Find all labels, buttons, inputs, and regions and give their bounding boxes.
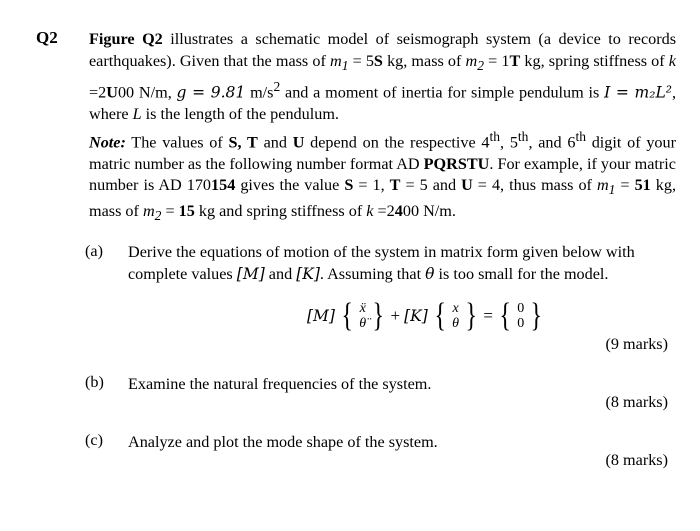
question-number: Q2 [36,28,58,47]
equation-of-motion [307,299,545,333]
plus-sign: + [390,306,401,325]
part-a-label: (a) [85,242,103,260]
figure-label: Figure Q2 [89,30,163,48]
equals-sign: = [483,306,493,325]
question-intro-paragraph: Figure Q2 illustrates a schematic model of seismograph system (a device to records earthquakes). Given that the mass of $m_1 = 5S$ kg, mass of $m_2 = 1T$ kg, spring stiffness of k =2U00 N/m, g = 9.81 $m/s^2$ and a moment of inertia for simple pendulum is I = m₂L², where L is the length of the pendulum. [89,30,677,124]
part-b-marks: (8 marks) [605,393,668,411]
left-brace: { [341,297,353,334]
mass-matrix-symbol: [M] [307,307,335,325]
right-brace: } [372,297,385,334]
stiffness-matrix-symbol: [K] [404,307,428,325]
part-a-text: Derive the equations of motion of the system in matrix form given below with complete values [M] and [K]. Assuming that θ is too small for the model. [128,243,635,283]
note-label: Note: [89,133,126,152]
part-c-label: (c) [85,431,103,449]
right-brace: } [465,297,477,334]
left-brace: { [499,297,511,334]
part-c-text: Analyze and plot the mode shape of the system. [128,433,438,451]
part-c-marks: (8 marks) [605,451,668,469]
right-brace: } [530,297,543,334]
acceleration-vector: ẍ θ̈ [359,301,367,331]
part-b-label: (b) [85,373,104,391]
zero-vector: 0 0 [517,301,525,331]
part-a-marks: (9 marks) [605,335,668,353]
part-b-text: Examine the natural frequencies of the system. [128,375,432,393]
note-paragraph: Note: The values of S, T and U depend on the respective 4th, 5th, and 6th digit of your matric number as the following number format AD PQRSTU. For example, if your matric number is AD 170154 gives the value S = 1, T = 5 and U = 4, thus mass of $m_1 = 51$ kg, mass of $m_2 = 15$ kg and spring stiffness of k =2400 N/m. [89,129,677,224]
displacement-vector: x θ [452,301,460,331]
left-brace: { [434,297,446,334]
